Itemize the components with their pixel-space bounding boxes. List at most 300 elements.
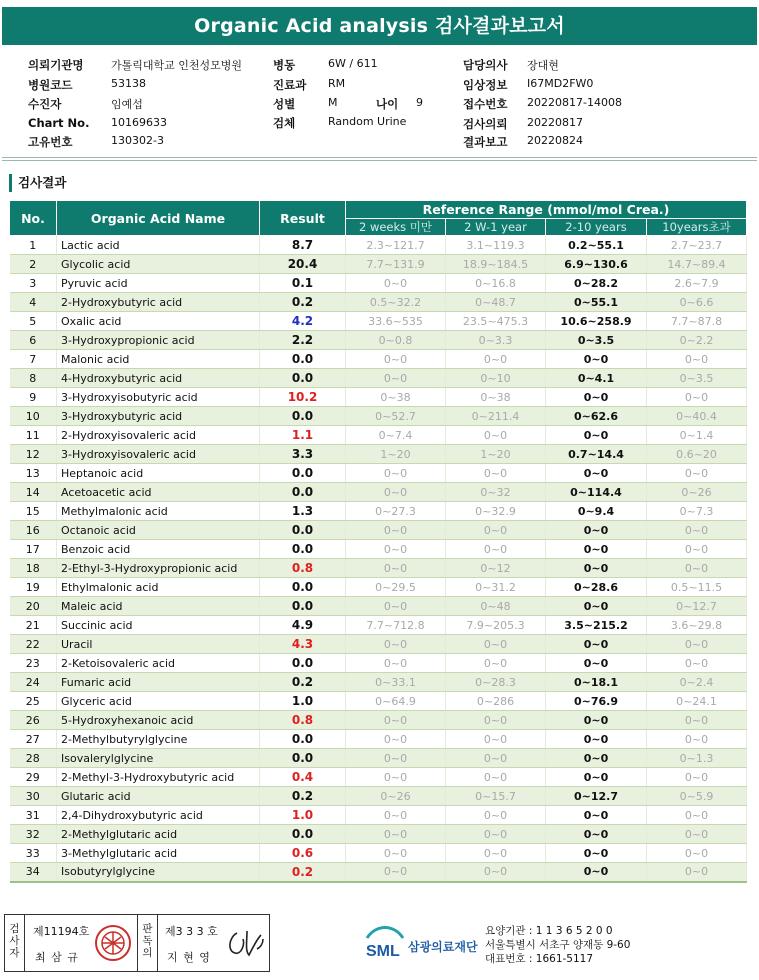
reviewer-license-no: 제3 3 3 호	[165, 925, 218, 938]
row-number: 4	[10, 293, 57, 312]
lab-contact	[485, 924, 630, 966]
table-row	[10, 578, 747, 597]
logo-text: SML	[366, 943, 400, 960]
result-value: 0.0	[260, 369, 346, 388]
chart-no-label: Chart No.	[28, 116, 90, 130]
range-under-2-weeks: 33.6~535	[346, 312, 446, 331]
table-row	[10, 616, 747, 635]
acid-name: 2-Hydroxybutyric acid	[57, 293, 260, 312]
result-value: 3.3	[260, 445, 346, 464]
result-value: 0.0	[260, 483, 346, 502]
row-number: 13	[10, 464, 57, 483]
range-2-10-years: 0~114.4	[546, 483, 647, 502]
range-2w-1-year: 0~0	[446, 350, 546, 369]
range-2w-1-year: 0~0	[446, 730, 546, 749]
range-under-2-weeks: 0~0	[346, 274, 446, 293]
range-over-10-years: 0~0	[647, 350, 747, 369]
requesting-institution-value: 가톨릭대학교 인천성모병원	[111, 59, 243, 72]
acid-name: Isovalerylglycine	[57, 749, 260, 768]
range-2w-1-year: 0~0	[446, 635, 546, 654]
acid-name: Isobutyrylglycine	[57, 863, 260, 882]
range-2-10-years: 0~0	[546, 863, 647, 882]
column-header-result: Result	[260, 201, 346, 236]
range-under-2-weeks: 0~0	[346, 635, 446, 654]
result-value: 0.0	[260, 578, 346, 597]
row-number: 19	[10, 578, 57, 597]
table-row	[10, 293, 747, 312]
result-value: 0.0	[260, 521, 346, 540]
table-row	[10, 844, 747, 863]
row-number: 22	[10, 635, 57, 654]
range-over-10-years: 0~0	[647, 559, 747, 578]
range-2-10-years: 0~28.2	[546, 274, 647, 293]
range-2w-1-year: 0~0	[446, 806, 546, 825]
range-2w-1-year: 0~48.7	[446, 293, 546, 312]
sex-label: 성별	[273, 97, 296, 111]
range-2-10-years: 0~12.7	[546, 787, 647, 806]
table-row	[10, 369, 747, 388]
table-row	[10, 312, 747, 331]
range-2-10-years: 0~0	[546, 730, 647, 749]
results-table	[9, 200, 747, 883]
acid-name: Oxalic acid	[57, 312, 260, 331]
acid-name: Glycolic acid	[57, 255, 260, 274]
table-row	[10, 787, 747, 806]
range-2-10-years: 0~0	[546, 464, 647, 483]
range-under-2-weeks: 1~20	[346, 445, 446, 464]
reviewer-signature-icon	[223, 925, 267, 961]
range-2w-1-year: 0~12	[446, 559, 546, 578]
row-number: 26	[10, 711, 57, 730]
range-2w-1-year: 0~0	[446, 863, 546, 882]
range-2w-1-year: 0~3.3	[446, 331, 546, 350]
result-value: 4.2	[260, 312, 346, 331]
column-header-range: 10years초과	[647, 219, 747, 236]
acid-name: 2-Methylglutaric acid	[57, 825, 260, 844]
range-2w-1-year: 1~20	[446, 445, 546, 464]
range-2-10-years: 0~3.5	[546, 331, 647, 350]
range-2-10-years: 0~0	[546, 654, 647, 673]
range-over-10-years: 0~7.3	[647, 502, 747, 521]
table-row	[10, 749, 747, 768]
range-over-10-years: 0~6.6	[647, 293, 747, 312]
unique-no-label: 고유번호	[28, 135, 73, 149]
chart-no-value: 10169633	[111, 116, 167, 129]
range-2w-1-year: 0~0	[446, 711, 546, 730]
patient-name-label: 수진자	[28, 97, 62, 111]
range-over-10-years: 0~0	[647, 768, 747, 787]
range-2w-1-year: 0~286	[446, 692, 546, 711]
divider	[2, 157, 757, 158]
row-number: 2	[10, 255, 57, 274]
acid-name: 3-Hydroxypropionic acid	[57, 331, 260, 350]
range-2w-1-year: 0~28.3	[446, 673, 546, 692]
acid-name: 3-Hydroxyisovaleric acid	[57, 445, 260, 464]
acid-name: 2,4-Dihydroxybutyric acid	[57, 806, 260, 825]
range-2w-1-year: 0~0	[446, 521, 546, 540]
range-2-10-years: 0~55.1	[546, 293, 647, 312]
hospital-code-label: 병원코드	[28, 78, 73, 92]
range-over-10-years: 0.6~20	[647, 445, 747, 464]
row-number: 20	[10, 597, 57, 616]
row-number: 6	[10, 331, 57, 350]
report-footer	[0, 914, 759, 974]
range-2-10-years: 0.7~14.4	[546, 445, 647, 464]
row-number: 8	[10, 369, 57, 388]
table-row	[10, 445, 747, 464]
range-over-10-years: 14.7~89.4	[647, 255, 747, 274]
examiner-license-no: 제11194호	[33, 925, 90, 938]
divider	[2, 160, 757, 161]
acid-name: Glutaric acid	[57, 787, 260, 806]
range-2w-1-year: 0~0	[446, 749, 546, 768]
range-2-10-years: 0~0	[546, 844, 647, 863]
range-under-2-weeks: 0~64.9	[346, 692, 446, 711]
result-value: 0.0	[260, 540, 346, 559]
range-2-10-years: 0~28.6	[546, 578, 647, 597]
range-2-10-years: 0~0	[546, 635, 647, 654]
range-under-2-weeks: 0~0	[346, 806, 446, 825]
range-2w-1-year: 0~48	[446, 597, 546, 616]
table-row	[10, 521, 747, 540]
acid-name: Pyruvic acid	[57, 274, 260, 293]
table-row	[10, 730, 747, 749]
column-header-no: No.	[10, 201, 57, 236]
receipt-no-value: 20220817-14008	[527, 96, 622, 109]
row-number: 12	[10, 445, 57, 464]
result-value: 0.0	[260, 730, 346, 749]
table-row	[10, 863, 747, 882]
acid-name: Glyceric acid	[57, 692, 260, 711]
range-2w-1-year: 0~0	[446, 844, 546, 863]
range-2-10-years: 10.6~258.9	[546, 312, 647, 331]
range-over-10-years: 0~24.1	[647, 692, 747, 711]
result-value: 20.4	[260, 255, 346, 274]
range-over-10-years: 0~0	[647, 806, 747, 825]
row-number: 27	[10, 730, 57, 749]
range-2-10-years: 0~0	[546, 521, 647, 540]
range-over-10-years: 0~40.4	[647, 407, 747, 426]
range-under-2-weeks: 0~0	[346, 844, 446, 863]
range-over-10-years: 0~0	[647, 730, 747, 749]
table-row	[10, 597, 747, 616]
ward-value: 6W / 611	[328, 57, 378, 70]
range-2-10-years: 0~9.4	[546, 502, 647, 521]
range-2w-1-year: 0~15.7	[446, 787, 546, 806]
result-value: 1.3	[260, 502, 346, 521]
table-row	[10, 502, 747, 521]
table-row	[10, 350, 747, 369]
result-value: 0.0	[260, 825, 346, 844]
row-number: 9	[10, 388, 57, 407]
range-under-2-weeks: 0.5~32.2	[346, 293, 446, 312]
result-value: 0.0	[260, 464, 346, 483]
patient-info	[0, 55, 759, 150]
section-title: 검사결과	[9, 174, 66, 192]
row-number: 28	[10, 749, 57, 768]
table-row	[10, 464, 747, 483]
range-2w-1-year: 3.1~119.3	[446, 236, 546, 255]
table-row	[10, 331, 747, 350]
range-under-2-weeks: 0~26	[346, 787, 446, 806]
table-row	[10, 255, 747, 274]
department-label: 진료과	[273, 78, 307, 92]
acid-name: Uracil	[57, 635, 260, 654]
range-under-2-weeks: 0~0.8	[346, 331, 446, 350]
range-under-2-weeks: 0~0	[346, 863, 446, 882]
table-row	[10, 654, 747, 673]
foundation-name: 삼광의료재단	[408, 940, 478, 954]
range-under-2-weeks: 0~27.3	[346, 502, 446, 521]
range-2w-1-year: 0~0	[446, 464, 546, 483]
row-number: 10	[10, 407, 57, 426]
result-value: 0.0	[260, 749, 346, 768]
examiner-seal-icon	[93, 923, 133, 963]
range-under-2-weeks: 7.7~131.9	[346, 255, 446, 274]
range-2w-1-year: 0~0	[446, 654, 546, 673]
range-2w-1-year: 0~211.4	[446, 407, 546, 426]
range-under-2-weeks: 0~33.1	[346, 673, 446, 692]
acid-name: Lactic acid	[57, 236, 260, 255]
row-number: 14	[10, 483, 57, 502]
range-over-10-years: 0~0	[647, 711, 747, 730]
range-2-10-years: 0~0	[546, 711, 647, 730]
range-under-2-weeks: 0~0	[346, 749, 446, 768]
reviewer-name: 지 현 영	[167, 951, 211, 964]
range-2w-1-year: 0~38	[446, 388, 546, 407]
range-2-10-years: 0.2~55.1	[546, 236, 647, 255]
table-row	[10, 540, 747, 559]
row-number: 5	[10, 312, 57, 331]
range-under-2-weeks: 0~0	[346, 654, 446, 673]
row-number: 25	[10, 692, 57, 711]
range-over-10-years: 0~0	[647, 388, 747, 407]
range-2w-1-year: 0~31.2	[446, 578, 546, 597]
row-number: 31	[10, 806, 57, 825]
range-under-2-weeks: 0~0	[346, 540, 446, 559]
physician-label: 담당의사	[463, 58, 508, 72]
range-2w-1-year: 0~0	[446, 825, 546, 844]
range-over-10-years: 0~5.9	[647, 787, 747, 806]
range-2w-1-year: 7.9~205.3	[446, 616, 546, 635]
row-number: 33	[10, 844, 57, 863]
range-over-10-years: 0~1.4	[647, 426, 747, 445]
table-row	[10, 635, 747, 654]
range-2w-1-year: 0~0	[446, 540, 546, 559]
table-row	[10, 407, 747, 426]
department-value: RM	[328, 77, 346, 90]
range-over-10-years: 0.5~11.5	[647, 578, 747, 597]
result-value: 4.9	[260, 616, 346, 635]
acid-name: Malonic acid	[57, 350, 260, 369]
range-2-10-years: 0~0	[546, 749, 647, 768]
institution-code: 요양기관 : 1 1 3 6 5 2 0 0	[485, 925, 613, 937]
table-row	[10, 711, 747, 730]
range-under-2-weeks: 0~0	[346, 483, 446, 502]
result-value: 4.3	[260, 635, 346, 654]
row-number: 23	[10, 654, 57, 673]
range-under-2-weeks: 0~0	[346, 464, 446, 483]
address: 서울특별시 서초구 양재동 9-60	[485, 939, 631, 951]
column-header-reference: Reference Range (mmol/mol Crea.)	[346, 201, 747, 219]
acid-name: 2-Methyl-3-Hydroxybutyric acid	[57, 768, 260, 787]
range-over-10-years: 0~1.3	[647, 749, 747, 768]
report-date-value: 20220824	[527, 134, 583, 147]
row-number: 29	[10, 768, 57, 787]
range-over-10-years: 2.6~7.9	[647, 274, 747, 293]
sex-value: M	[328, 96, 338, 109]
range-over-10-years: 0~0	[647, 464, 747, 483]
range-under-2-weeks: 0~0	[346, 521, 446, 540]
acid-name: 2-Ketoisovaleric acid	[57, 654, 260, 673]
table-row	[10, 388, 747, 407]
age-value: 9	[416, 96, 423, 109]
result-value: 1.0	[260, 692, 346, 711]
result-value: 0.2	[260, 863, 346, 882]
acid-name: Methylmalonic acid	[57, 502, 260, 521]
result-value: 0.0	[260, 407, 346, 426]
physician-value: 장대현	[527, 59, 559, 72]
report-date-label: 결과보고	[463, 135, 508, 149]
range-under-2-weeks: 0~0	[346, 711, 446, 730]
result-value: 0.0	[260, 654, 346, 673]
range-over-10-years: 2.7~23.7	[647, 236, 747, 255]
table-row	[10, 426, 747, 445]
signature-box	[4, 914, 270, 972]
range-under-2-weeks: 0~7.4	[346, 426, 446, 445]
range-2-10-years: 0~18.1	[546, 673, 647, 692]
range-under-2-weeks: 0~0	[346, 559, 446, 578]
range-under-2-weeks: 0~52.7	[346, 407, 446, 426]
range-under-2-weeks: 0~0	[346, 350, 446, 369]
row-number: 30	[10, 787, 57, 806]
result-value: 1.0	[260, 806, 346, 825]
row-number: 1	[10, 236, 57, 255]
row-number: 34	[10, 863, 57, 882]
range-over-10-years: 0~0	[647, 635, 747, 654]
range-over-10-years: 3.6~29.8	[647, 616, 747, 635]
range-over-10-years: 0~0	[647, 540, 747, 559]
range-under-2-weeks: 0~29.5	[346, 578, 446, 597]
range-over-10-years: 0~0	[647, 654, 747, 673]
row-number: 16	[10, 521, 57, 540]
examiner-name: 최 삼 규	[35, 951, 79, 964]
row-number: 11	[10, 426, 57, 445]
table-row	[10, 274, 747, 293]
row-number: 32	[10, 825, 57, 844]
result-value: 0.2	[260, 787, 346, 806]
sml-logo-icon	[364, 922, 406, 962]
examiner-label: 검사자	[5, 915, 25, 971]
result-value: 0.8	[260, 559, 346, 578]
table-row	[10, 483, 747, 502]
range-2-10-years: 0~76.9	[546, 692, 647, 711]
unique-no-value: 130302-3	[111, 134, 164, 147]
result-value: 0.2	[260, 673, 346, 692]
request-date-label: 검사의뢰	[463, 117, 508, 131]
receipt-no-label: 접수번호	[463, 97, 508, 111]
specimen-label: 검체	[273, 116, 296, 130]
result-value: 0.0	[260, 597, 346, 616]
result-value: 0.8	[260, 711, 346, 730]
range-2-10-years: 0~0	[546, 597, 647, 616]
acid-name: Ethylmalonic acid	[57, 578, 260, 597]
range-2w-1-year: 18.9~184.5	[446, 255, 546, 274]
range-2-10-years: 0~0	[546, 825, 647, 844]
row-number: 17	[10, 540, 57, 559]
table-row	[10, 559, 747, 578]
range-under-2-weeks: 0~0	[346, 369, 446, 388]
result-value: 2.2	[260, 331, 346, 350]
acid-name: 2-Methylbutyrylglycine	[57, 730, 260, 749]
row-number: 15	[10, 502, 57, 521]
column-header-name: Organic Acid Name	[57, 201, 260, 236]
acid-name: 2-Ethyl-3-Hydroxypropionic acid	[57, 559, 260, 578]
range-2-10-years: 0~0	[546, 350, 647, 369]
range-2w-1-year: 0~10	[446, 369, 546, 388]
column-header-range: 2 weeks 미만	[346, 219, 446, 236]
acid-name: 3-Hydroxybutyric acid	[57, 407, 260, 426]
table-row	[10, 692, 747, 711]
table-row	[10, 825, 747, 844]
range-2-10-years: 0~0	[546, 388, 647, 407]
range-2-10-years: 6.9~130.6	[546, 255, 647, 274]
result-value: 0.1	[260, 274, 346, 293]
table-row	[10, 236, 747, 255]
acid-name: 3-Hydroxyisobutyric acid	[57, 388, 260, 407]
range-2w-1-year: 0~0	[446, 768, 546, 787]
patient-name-value: 임예섭	[111, 98, 143, 111]
result-value: 8.7	[260, 236, 346, 255]
acid-name: 4-Hydroxybutyric acid	[57, 369, 260, 388]
result-value: 1.1	[260, 426, 346, 445]
acid-name: Maleic acid	[57, 597, 260, 616]
range-under-2-weeks: 0~0	[346, 768, 446, 787]
table-row	[10, 768, 747, 787]
range-under-2-weeks: 0~0	[346, 730, 446, 749]
phone-number: 대표번호 : 1661-5117	[485, 953, 594, 965]
range-2-10-years: 3.5~215.2	[546, 616, 647, 635]
range-over-10-years: 0~0	[647, 825, 747, 844]
hospital-code-value: 53138	[111, 77, 146, 90]
range-2-10-years: 0~0	[546, 768, 647, 787]
range-over-10-years: 0~12.7	[647, 597, 747, 616]
range-under-2-weeks: 2.3~121.7	[346, 236, 446, 255]
result-value: 0.6	[260, 844, 346, 863]
request-date-value: 20220817	[527, 116, 583, 129]
range-under-2-weeks: 0~38	[346, 388, 446, 407]
range-2-10-years: 0~0	[546, 559, 647, 578]
specimen-value: Random Urine	[328, 115, 407, 128]
range-2w-1-year: 0~32	[446, 483, 546, 502]
table-row	[10, 673, 747, 692]
range-over-10-years: 0~0	[647, 863, 747, 882]
result-value: 0.0	[260, 350, 346, 369]
range-2-10-years: 0~0	[546, 806, 647, 825]
acid-name: Benzoic acid	[57, 540, 260, 559]
range-2w-1-year: 23.5~475.3	[446, 312, 546, 331]
reviewer-label: 판독의	[138, 915, 158, 971]
range-over-10-years: 0~26	[647, 483, 747, 502]
range-2-10-years: 0~62.6	[546, 407, 647, 426]
row-number: 7	[10, 350, 57, 369]
range-under-2-weeks: 0~0	[346, 597, 446, 616]
acid-name: Fumaric acid	[57, 673, 260, 692]
range-2w-1-year: 0~16.8	[446, 274, 546, 293]
result-value: 0.4	[260, 768, 346, 787]
range-over-10-years: 7.7~87.8	[647, 312, 747, 331]
acid-name: 3-Methylglutaric acid	[57, 844, 260, 863]
